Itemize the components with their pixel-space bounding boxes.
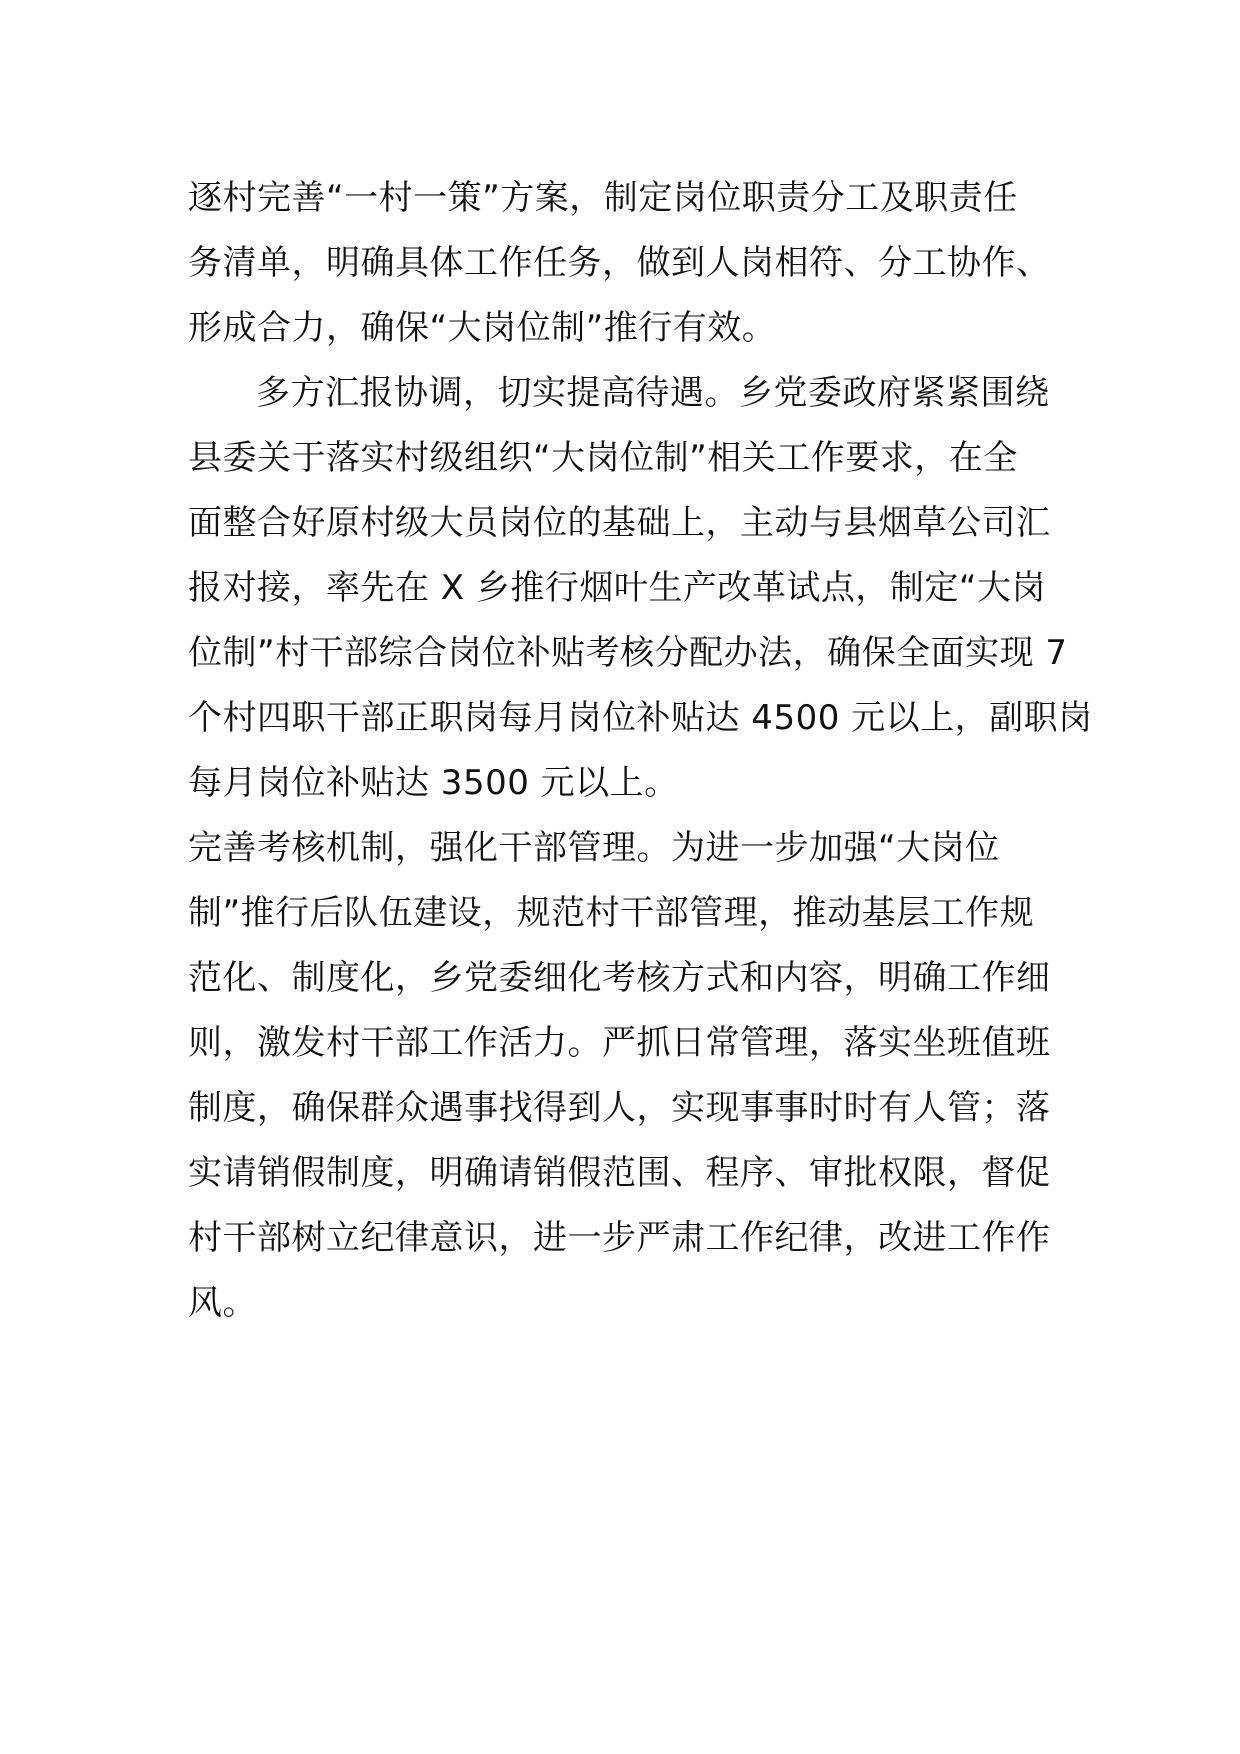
paragraph-2: [188, 361, 1093, 816]
paragraph-line: 实请销假制度，明确请销假范围、程序、审批权限，督促: [188, 1153, 1051, 1193]
paragraph-line: 则，激发村干部工作活力。严抓日常管理，落实坐班值班: [188, 1023, 1051, 1063]
paragraph-line: 报对接，率先在 X 乡推行烟叶生产改革试点，制定“大岗: [188, 568, 1047, 608]
paragraph-line: 完善考核机制，强化干部管理。为进一步加强“大岗位: [188, 828, 1000, 868]
paragraph-line: 制”推行后队伍建设，规范村干部管理，推动基层工作规: [188, 893, 1035, 933]
paragraph-3: [188, 816, 1052, 1336]
paragraph-line: 村干部树立纪律意识，进一步严肃工作纪律，改进工作作: [188, 1218, 1051, 1258]
paragraph-line: 形成合力，确保“大岗位制”推行有效。: [188, 308, 777, 348]
paragraph-line: 面整合好原村级大员岗位的基础上，主动与县烟草公司汇: [188, 503, 1051, 543]
paragraph-line: 逐村完善“一村一策”方案，制定岗位职责分工及职责任: [188, 178, 1018, 218]
paragraph-line: 县委关于落实村级组织“大岗位制”相关工作要求，在全: [188, 438, 1018, 478]
paragraph-line: 务清单，明确具体工作任务，做到人岗相符、分工协作、: [188, 243, 1051, 283]
paragraph-1: [188, 166, 1052, 361]
document-body: [188, 166, 1093, 1336]
paragraph-line: 每月岗位补贴达 3500 元以上。: [188, 763, 679, 803]
paragraph-line: 多方汇报协调，切实提高待遇。乡党委政府紧紧围绕: [256, 373, 1050, 413]
paragraph-line: 个村四职干部正职岗每月岗位补贴达 4500 元以上，副职岗: [188, 698, 1093, 738]
paragraph-line: 位制”村干部综合岗位补贴考核分配办法，确保全面实现 7: [188, 633, 1068, 673]
paragraph-line: 范化、制度化，乡党委细化考核方式和内容，明确工作细: [188, 958, 1051, 998]
paragraph-line: 风。: [188, 1283, 257, 1323]
paragraph-line: 制度，确保群众遇事找得到人，实现事事时时有人管；落: [188, 1088, 1051, 1128]
